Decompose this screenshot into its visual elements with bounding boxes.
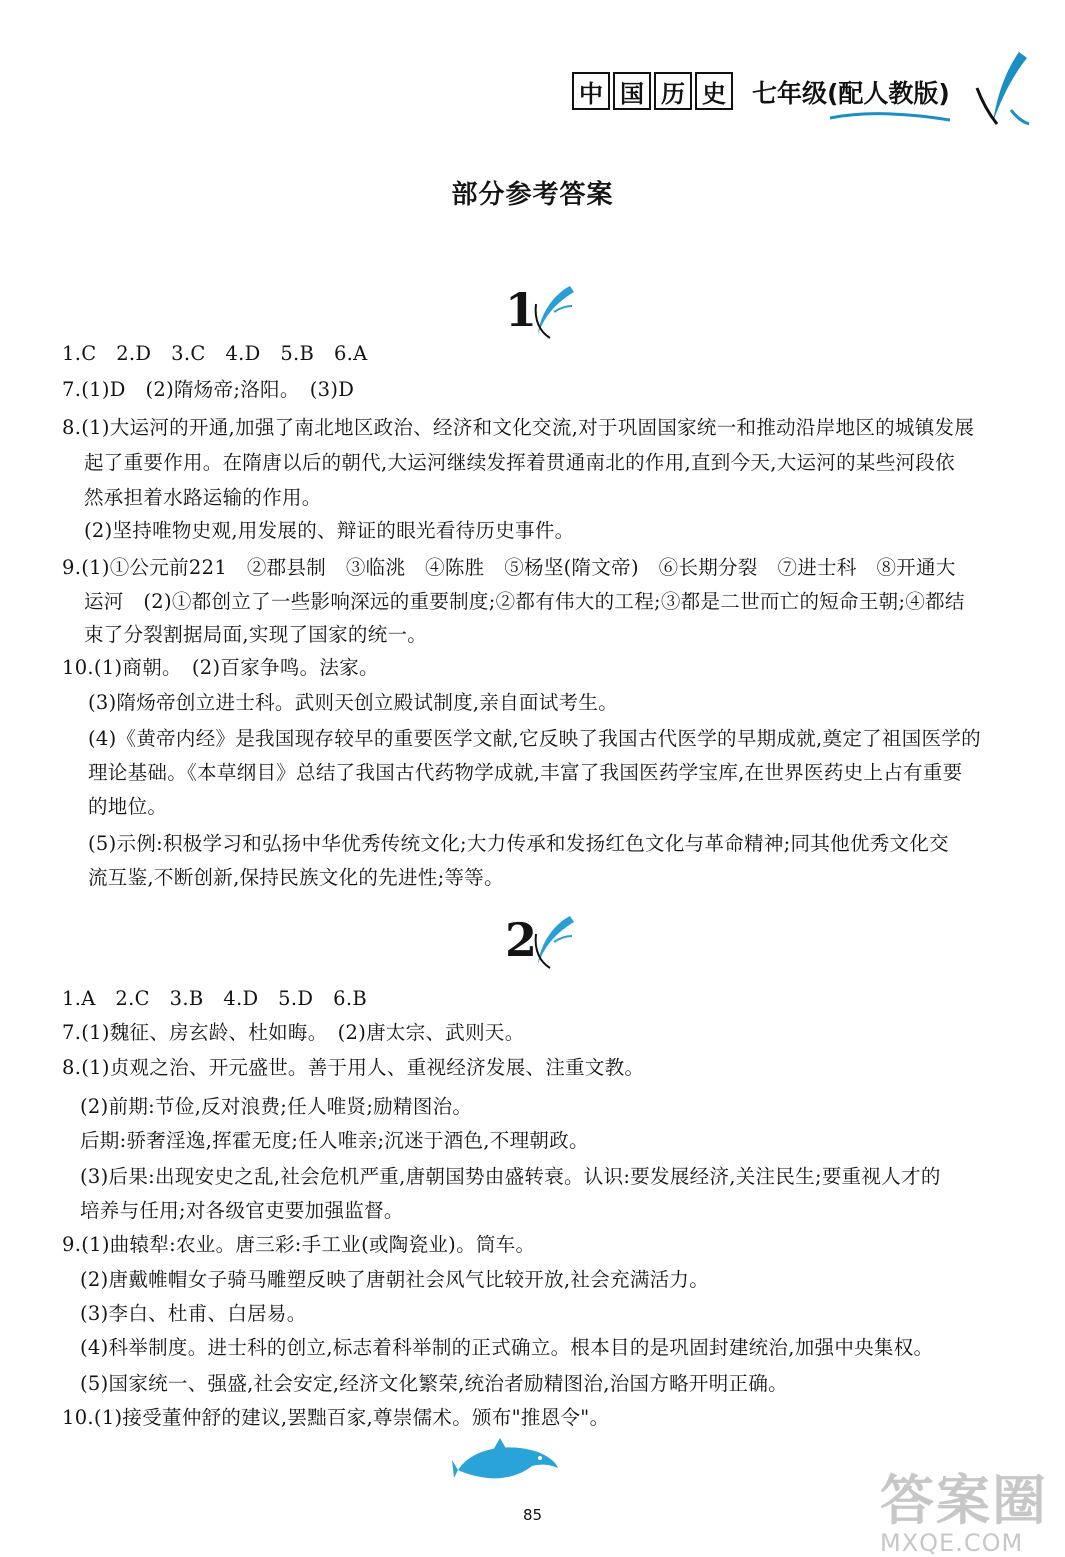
answer-line: 运河 (2)①都创立了一些影响深远的重要制度;②都有伟大的工程;③都是二世而亡的短命王朝;④都结	[84, 590, 965, 613]
answer-line: (5)示例:积极学习和弘扬中华优秀传统文化;大力传承和发扬红色文化与革命精神;同其他优秀文化交	[88, 832, 949, 855]
page-number: 85	[522, 1506, 543, 1524]
watermark-logo: 答案圈	[880, 1469, 1048, 1532]
answer-line: 8.(1)贞观之治、开元盛世。善于用人、重视经济发展、注重文教。	[62, 1056, 645, 1079]
answer-line: 束了分裂割据局面,实现了国家的统一。	[84, 623, 428, 646]
answer-line: 1.C 2.D 3.C 4.D 5.B 6.A	[62, 342, 368, 365]
answer-line: 9.(1)①公元前221 ②郡县制 ③临洮 ④陈胜 ⑤杨坚(隋文帝) ⑥长期分裂 ⑦进士科 ⑧开通大	[62, 556, 956, 579]
watermark	[880, 1458, 1048, 1557]
subject-char: 中	[572, 72, 610, 110]
answer-line: 9.(1)曲辕犁:农业。唐三彩:手工业(或陶瓷业)。筒车。	[62, 1233, 536, 1256]
answer-line: 7.(1)D (2)隋炀帝;洛阳。 (3)D	[62, 378, 355, 401]
answer-line: (4)科举制度。进士科的创立,标志着科举制的正式确立。根本目的是巩固封建统治,加强中央集权。	[80, 1336, 934, 1359]
answer-line: (3)隋炀帝创立进士科。武则天创立殿试制度,亲自面试考生。	[88, 691, 619, 714]
answer-line: 培养与任用;对各级官吏要加强监督。	[80, 1199, 404, 1222]
answer-line: 10.(1)接受董仲舒的建议,罢黜百家,尊崇儒术。颁布"推恩令"。	[62, 1406, 610, 1429]
answer-line: (3)后果:出现安史之乱,社会危机严重,唐朝国势由盛转衰。认识:要发展经济,关注民生;要重视人才的	[80, 1165, 941, 1188]
answer-line: 起了重要作用。在隋唐以后的朝代,大运河继续发挥着贯通南北的作用,直到今天,大运河的某些河段依	[84, 451, 955, 474]
swoosh-decoration-icon	[971, 48, 1031, 128]
answer-line: 理论基础。《本草纲目》总结了我国古代药物学成就,丰富了我国医药学宝库,在世界医药史上占有重要	[88, 761, 963, 784]
dolphin-swoosh-icon	[530, 284, 580, 340]
answer-line: 1.A 2.C 3.B 4.D 5.D 6.B	[62, 987, 367, 1010]
answer-line: 流互鉴,不断创新,保持民族文化的先进性;等等。	[88, 866, 504, 889]
subject-char: 史	[695, 72, 733, 110]
answer-line: 后期:骄奢淫逸,挥霍无度;任人唯亲;沉迷于酒色,不理朝政。	[80, 1129, 589, 1152]
dolphin-icon	[452, 1434, 562, 1494]
page-title: 部分参考答案	[451, 180, 614, 210]
subject-char: 历	[654, 72, 692, 110]
answer-line: (4)《黄帝内经》是我国现存较早的重要医学文献,它反映了我国古代医学的早期成就,奠定了祖国医学的	[88, 727, 981, 750]
answer-line: 的地位。	[88, 795, 168, 818]
answer-line: 8.(1)大运河的开通,加强了南北地区政治、经济和文化交流,对于巩固国家统一和推动沿岸地区的城镇发展	[62, 416, 975, 439]
answer-line: (5)国家统一、强盛,社会安定,经济文化繁荣,统治者励精图治,治国方略开明正确。	[80, 1372, 788, 1395]
answer-line: (2)坚持唯物史观,用发展的、辩证的眼光看待历史事件。	[84, 519, 575, 542]
dolphin-swoosh-icon	[530, 914, 580, 970]
page-header	[0, 70, 1065, 130]
section-heading-2	[0, 910, 1065, 980]
answer-line: (2)前期:节俭,反对浪费;任人唯贤;励精图治。	[80, 1095, 473, 1118]
answer-line: 7.(1)魏征、房玄龄、杜如晦。 (2)唐太宗、武则天。	[62, 1021, 525, 1044]
watermark-url: MXQE.COM	[880, 1529, 1024, 1557]
section-number: 2	[505, 913, 538, 967]
answer-line: (3)李白、杜甫、白居易。	[80, 1302, 307, 1325]
answer-line: (2)唐戴帷帽女子骑马雕塑反映了唐朝社会风气比较开放,社会充满活力。	[80, 1268, 710, 1291]
subject-char: 国	[613, 72, 651, 110]
section-number: 1	[505, 283, 538, 337]
subject-badge	[572, 72, 736, 110]
answer-line: 10.(1)商朝。 (2)百家争鸣。法家。	[62, 656, 379, 679]
answer-line: 然承担着水路运输的作用。	[84, 486, 322, 509]
grade-label: 七年级(配人教版)	[752, 79, 950, 108]
header-underline-icon	[830, 110, 950, 124]
